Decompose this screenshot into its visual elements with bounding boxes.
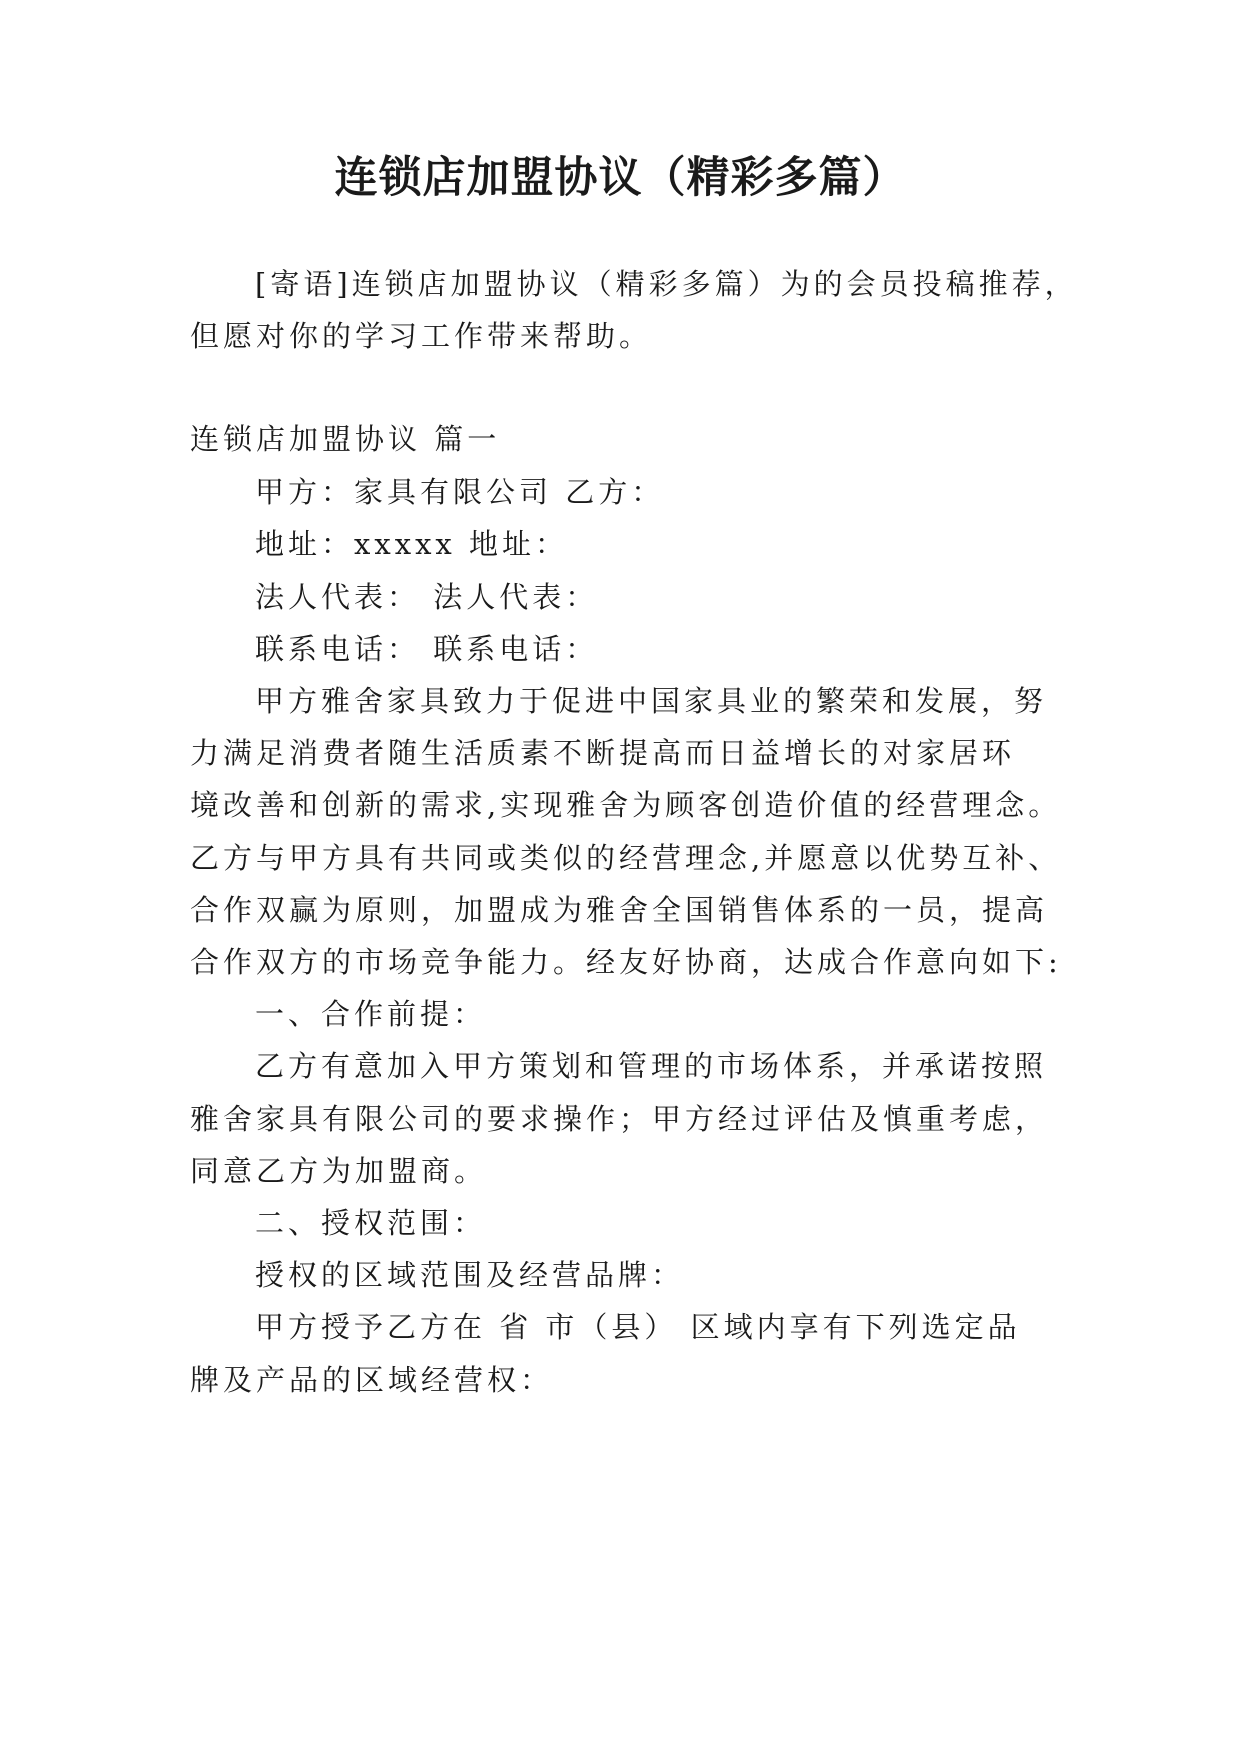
clause-2-heading: 二、授权范围： (255, 1206, 487, 1240)
party-line-4: 联系电话： 联系电话： (255, 632, 599, 666)
section-heading: 连锁店加盟协议 篇一 (190, 422, 501, 456)
preamble-line-1: 甲方雅舍家具致力于促进中国家具业的繁荣和发展，努 (255, 684, 1048, 718)
preamble-line-2: 力满足消费者随生活质素不断提高而日益增长的对家居环 (190, 736, 1016, 770)
intro-line-2: 但愿对你的学习工作带来帮助。 (190, 319, 653, 353)
clause-2-subheading: 授权的区域范围及经营品牌： (255, 1258, 685, 1292)
party-line-2: 地址：xxxxx 地址： (255, 527, 568, 561)
clause-1-heading: 一、合作前提： (255, 997, 487, 1031)
clause-2-line-1: 甲方授予乙方在 省 市（县） 区域内享有下列选定品 (255, 1310, 1021, 1344)
preamble-line-3: 境改善和创新的需求,实现雅舍为顾客创造价值的经营理念。 (190, 788, 1062, 822)
preamble-line-5: 合作双赢为原则，加盟成为雅舍全国销售体系的一员，提高 (190, 893, 1049, 927)
party-line-3: 法人代表： 法人代表： (255, 580, 599, 614)
clause-1-line-3: 同意乙方为加盟商。 (190, 1154, 488, 1188)
preamble-line-6: 合作双方的市场竞争能力。经友好协商，达成合作意向如下: (190, 945, 1062, 979)
clause-2-line-2: 牌及产品的区域经营权： (190, 1363, 554, 1397)
party-line-1: 甲方：家具有限公司 乙方： (255, 475, 665, 509)
intro-line-1: [寄语]连锁店加盟协议（精彩多篇）为的会员投稿推荐， (255, 267, 1078, 301)
clause-1-line-1: 乙方有意加入甲方策划和管理的市场体系，并承诺按照 (255, 1049, 1048, 1083)
clause-1-line-2: 雅舍家具有限公司的要求操作；甲方经过评估及慎重考虑， (190, 1102, 1049, 1136)
preamble-line-4: 乙方与甲方具有共同或类似的经营理念,并愿意以优势互补、 (190, 841, 1062, 875)
document-title: 连锁店加盟协议（精彩多篇） (334, 153, 907, 203)
